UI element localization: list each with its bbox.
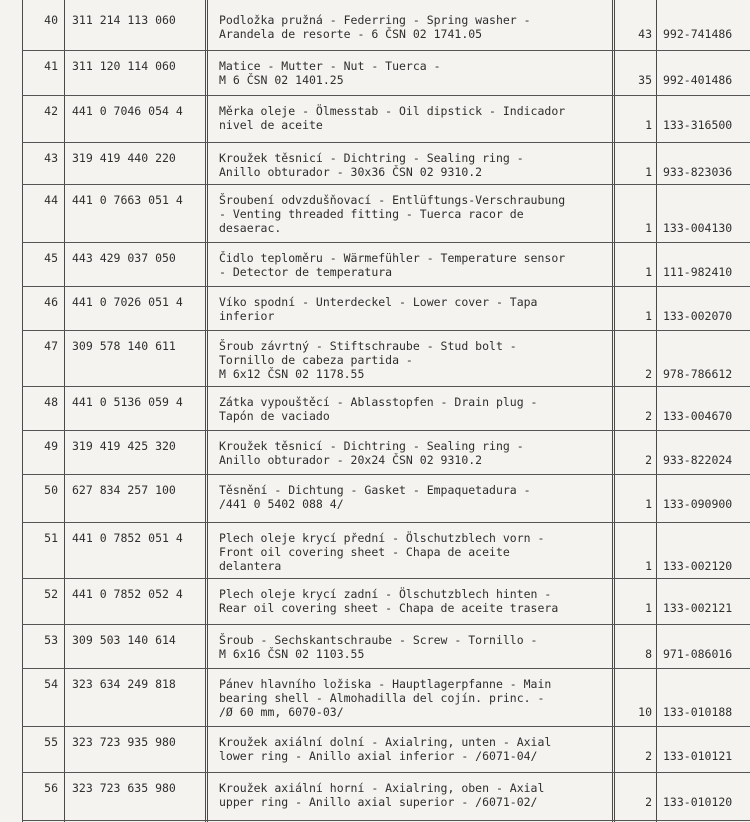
part-description-line: desaerac. [219, 221, 282, 235]
quantity: 1 [645, 309, 652, 323]
part-description-line: Anillo obturador - 20x24 ČSN 02 9310.2 [219, 453, 483, 467]
row-number: 40 [44, 13, 58, 27]
row-number: 47 [44, 339, 58, 353]
row-separator [22, 726, 750, 727]
part-description-line: - Venting threaded fitting - Tuerca racor de [219, 207, 524, 221]
row-separator [22, 142, 750, 143]
row-separator [22, 95, 750, 96]
part-description-line: Šroub závrtný - Stiftschraube - Stud bolt - [219, 339, 517, 353]
row-separator [22, 330, 750, 331]
part-description-line: lower ring - Anillo axial inferior - /6071-04/ [219, 749, 538, 763]
row-separator [22, 820, 750, 821]
part-code: 441 0 5136 059 4 [72, 395, 183, 409]
row-separator [22, 242, 750, 243]
order-number: 971-086016 [663, 647, 733, 661]
quantity: 2 [645, 367, 652, 381]
part-code: 309 578 140 611 [72, 339, 176, 353]
part-description-line: Kroužek těsnicí - Dichtring - Sealing ring - [219, 151, 524, 165]
row-number: 52 [44, 587, 58, 601]
row-number: 41 [44, 59, 58, 73]
part-description-line: Kroužek axiální horní - Axialring, oben - Axial [219, 781, 545, 795]
quantity: 1 [645, 265, 652, 279]
part-description-line: bearing shell - Almohadilla del cojín. princ. - [219, 691, 545, 705]
row-number: 46 [44, 295, 58, 309]
order-number: 992-741486 [663, 27, 733, 41]
quantity: 1 [645, 559, 652, 573]
column-divider [22, 0, 23, 822]
quantity: 1 [645, 601, 652, 615]
column-divider [64, 0, 65, 822]
row-number: 54 [44, 677, 58, 691]
part-description-line: Těsnění - Dichtung - Gasket - Empaquetadura - [219, 483, 531, 497]
part-description-line: Zátka vypouštěcí - Ablasstopfen - Drain plug - [219, 395, 538, 409]
row-number: 56 [44, 781, 58, 795]
part-code: 441 0 7852 051 4 [72, 531, 183, 545]
order-number: 933-823036 [663, 165, 733, 179]
part-description-line: Kroužek axiální dolní - Axialring, unten - Axial [219, 735, 552, 749]
part-description-line: Víko spodní - Unterdeckel - Lower cover - Tapa [219, 295, 538, 309]
quantity: 2 [645, 453, 652, 467]
order-number: 978-786612 [663, 367, 733, 381]
row-number: 49 [44, 439, 58, 453]
part-description-line: Rear oil covering sheet - Chapa de aceite trasera [219, 601, 559, 615]
column-divider [205, 0, 208, 822]
row-separator [22, 474, 750, 475]
quantity: 10 [638, 705, 652, 719]
part-description-line: Podložka pružná - Federring - Spring washer - [219, 13, 531, 27]
part-code: 311 120 114 060 [72, 59, 176, 73]
part-code: 319 419 440 220 [72, 151, 176, 165]
part-description-line: M 6 ČSN 02 1401.25 [219, 73, 344, 87]
part-code: 323 723 935 980 [72, 735, 176, 749]
part-code: 441 0 7852 052 4 [72, 587, 183, 601]
part-description-line: Tapón de vaciado [219, 409, 330, 423]
row-number: 55 [44, 735, 58, 749]
column-divider [612, 0, 615, 822]
part-code: 309 503 140 614 [72, 633, 176, 647]
part-code: 627 834 257 100 [72, 483, 176, 497]
part-description-line: M 6x16 ČSN 02 1103.55 [219, 647, 365, 661]
part-code: 311 214 113 060 [72, 13, 176, 27]
row-separator [22, 522, 750, 523]
part-description-line: Plech oleje krycí přední - Ölschutzblech vorn - [219, 531, 545, 545]
part-description-line: Anillo obturador - 30x36 ČSN 02 9310.2 [219, 165, 483, 179]
row-number: 50 [44, 483, 58, 497]
quantity: 2 [645, 409, 652, 423]
order-number: 133-010120 [663, 795, 733, 809]
row-separator [22, 50, 750, 51]
order-number: 133-004130 [663, 221, 733, 235]
part-description-line: Pánev hlavního ložiska - Hauptlagerpfanne - Main [219, 677, 552, 691]
quantity: 43 [638, 27, 652, 41]
row-separator [22, 772, 750, 773]
part-code: 443 429 037 050 [72, 251, 176, 265]
order-number: 133-090900 [663, 497, 733, 511]
part-code: 441 0 7046 054 4 [72, 104, 183, 118]
quantity: 2 [645, 749, 652, 763]
quantity: 1 [645, 221, 652, 235]
part-description-line: Tornillo de cabeza partida - [219, 353, 413, 367]
row-separator [22, 624, 750, 625]
row-separator [22, 184, 750, 185]
part-code: 319 419 425 320 [72, 439, 176, 453]
part-code: 323 723 635 980 [72, 781, 176, 795]
part-description-line: delantera [219, 559, 282, 573]
part-description-line: Kroužek těsnicí - Dichtring - Sealing ring - [219, 439, 524, 453]
row-number: 48 [44, 395, 58, 409]
order-number: 133-010188 [663, 705, 733, 719]
part-code: 441 0 7663 051 4 [72, 193, 183, 207]
part-description-line: M 6x12 ČSN 02 1178.55 [219, 367, 365, 381]
part-description-line: Měrka oleje - Ölmesstab - Oil dipstick - Indicador [219, 104, 566, 118]
row-separator [22, 286, 750, 287]
order-number: 111-982410 [663, 265, 733, 279]
part-description-line: upper ring - Anillo axial superior - /6071-02/ [219, 795, 538, 809]
order-number: 133-010121 [663, 749, 733, 763]
part-description-line: Matice - Mutter - Nut - Tuerca - [219, 59, 441, 73]
part-description-line: nivel de aceite [219, 118, 323, 132]
part-description-line: /441 0 5402 088 4/ [219, 497, 344, 511]
order-number: 133-316500 [663, 118, 733, 132]
row-number: 51 [44, 531, 58, 545]
part-description-line: Arandela de resorte - 6 ČSN 02 1741.05 [219, 27, 483, 41]
row-separator [22, 430, 750, 431]
part-description-line: Čidlo teploměru - Wärmefühler - Temperature sensor [219, 251, 566, 265]
quantity: 1 [645, 165, 652, 179]
part-description-line: inferior [219, 309, 275, 323]
part-description-line: Front oil covering sheet - Chapa de aceite [219, 545, 510, 559]
part-description-line: /Ø 60 mm, 6070-03/ [219, 705, 344, 719]
row-separator [22, 668, 750, 669]
order-number: 133-002121 [663, 601, 733, 615]
row-number: 53 [44, 633, 58, 647]
quantity: 2 [645, 795, 652, 809]
order-number: 133-002070 [663, 309, 733, 323]
row-number: 43 [44, 151, 58, 165]
column-divider [656, 0, 657, 822]
row-number: 45 [44, 251, 58, 265]
part-code: 323 634 249 818 [72, 677, 176, 691]
order-number: 133-002120 [663, 559, 733, 573]
row-separator [22, 386, 750, 387]
part-description-line: Šroubení odvzdušňovací - Entlüftungs-Verschraubung [219, 193, 566, 207]
row-separator [22, 578, 750, 579]
part-description-line: Plech oleje krycí zadní - Ölschutzblech hinten - [219, 587, 552, 601]
part-code: 441 0 7026 051 4 [72, 295, 183, 309]
row-number: 42 [44, 104, 58, 118]
order-number: 992-401486 [663, 73, 733, 87]
quantity: 1 [645, 118, 652, 132]
order-number: 133-004670 [663, 409, 733, 423]
quantity: 1 [645, 497, 652, 511]
order-number: 933-822024 [663, 453, 733, 467]
quantity: 8 [645, 647, 652, 661]
part-description-line: Šroub - Sechskantschraube - Screw - Tornillo - [219, 633, 538, 647]
quantity: 35 [638, 73, 652, 87]
part-description-line: - Detector de temperatura [219, 265, 393, 279]
row-number: 44 [44, 193, 58, 207]
